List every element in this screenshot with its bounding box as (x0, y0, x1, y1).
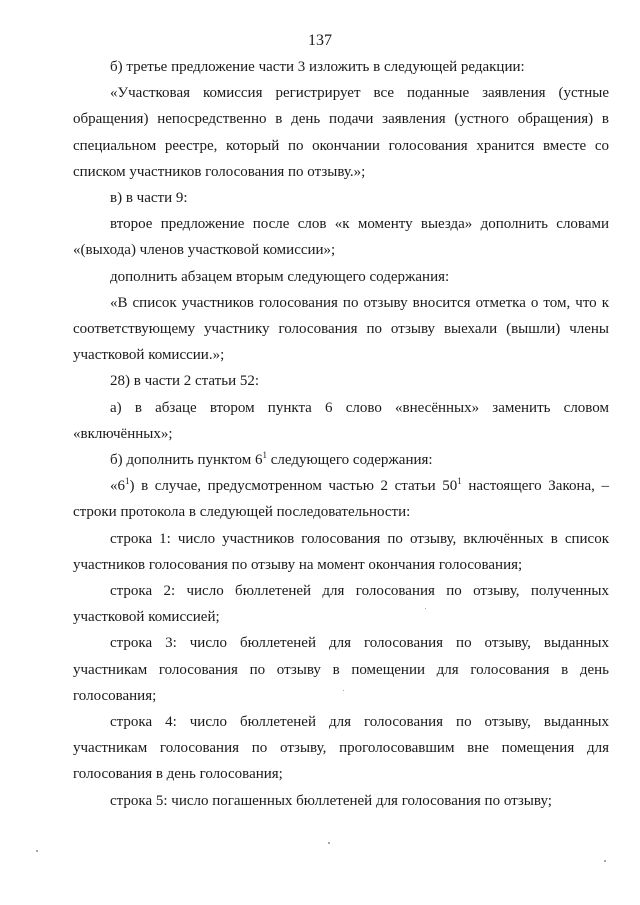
scan-speck (36, 850, 38, 852)
paragraph-text: ) в случае, предусмотренном частью 2 статьи 50 (129, 478, 458, 495)
paragraph-point-6-1 (73, 473, 609, 525)
protocol-line: строка 1: число участников голосования по отзыву, включённых в список участников голосования по отзыву на момент окончания голосования; (73, 530, 609, 573)
paragraph: а) в абзаце втором пункта 6 слово «внесённых» заменить словом «включённых»; (73, 399, 609, 442)
protocol-line: строка 4: число бюллетеней для голосования по отзыву, выданных участникам голосования по отзыву, проголосовавшим вне помещения для голосования в день голосования; (73, 714, 609, 783)
protocol-line: строка 2: число бюллетеней для голосования по отзыву, полученных участковой комиссией; (73, 583, 609, 626)
protocol-line: строка 3: число бюллетеней для голосования по отзыву, выданных участникам голосования по отзыву в помещении для голосования в день голосования; (73, 635, 609, 704)
scan-speck (425, 608, 426, 609)
paragraph: в) в части 9: (110, 190, 188, 207)
superscript: 1 (457, 476, 462, 487)
paragraph-text: б) дополнить пунктом 6 (110, 452, 263, 469)
paragraph-text: следующего содержания: (266, 452, 433, 469)
scan-speck (328, 842, 330, 844)
paragraph-text: «6 (110, 478, 125, 495)
paragraph: «Участковая комиссия регистрирует все поданные заявления (устные обращения) непосредственно в день подачи заявления (устного обращения) в специальном реестре, который по окончании голосования хранится вместе со списком участников голосования по отзыву.»; (73, 85, 609, 180)
superscript: 1 (262, 450, 267, 461)
paragraph-text: настоящего Закона, – строки протокола в следующей последовательности: (73, 478, 610, 521)
paragraph: б) третье предложение части 3 изложить в следующей редакции: (110, 59, 525, 75)
paragraph: «В список участников голосования по отзыву вносится отметка о том, что к соответствующему участнику голосования по отзыву выехали (вышли) члены участковой комиссии.»; (73, 294, 609, 364)
paragraph-add-point (73, 447, 609, 473)
scan-speck (343, 690, 344, 691)
protocol-line: строка 5: число погашенных бюллетеней для голосования по отзыву; (110, 792, 552, 809)
document-body (73, 54, 609, 814)
superscript: 1 (125, 476, 130, 487)
paragraph: второе предложение после слов «к моменту выезда» дополнить словами «(выхода) членов участковой комиссии»; (73, 216, 609, 259)
paragraph: 28) в части 2 статьи 52: (110, 373, 260, 390)
paragraph: дополнить абзацем вторым следующего содержания: (110, 268, 450, 285)
page-number: 137 (308, 32, 332, 49)
scan-speck (604, 860, 606, 862)
